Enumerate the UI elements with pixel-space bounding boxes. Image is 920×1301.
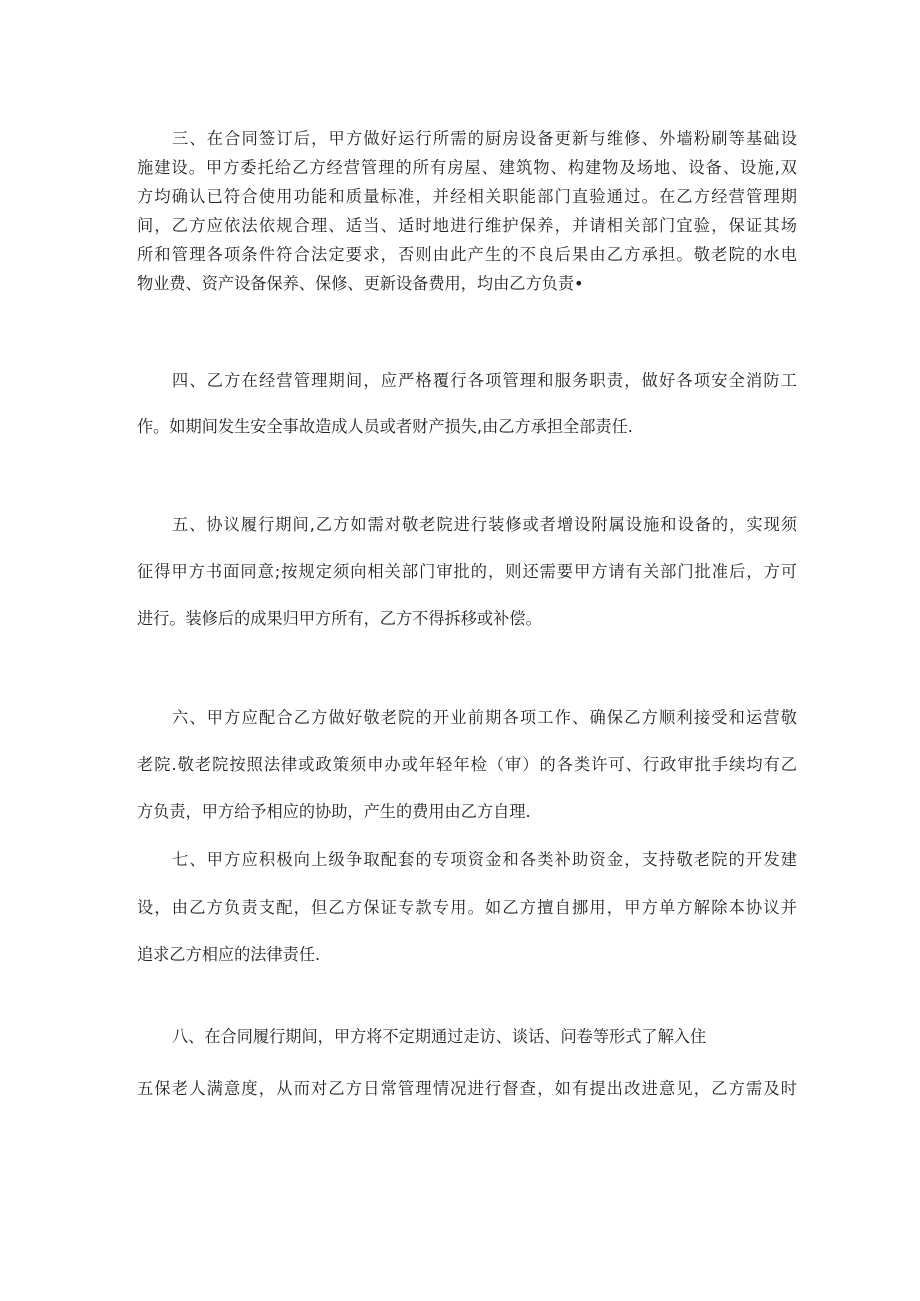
text-line: 老院.敬老院按照法律或政策须申办或年轻年检（审）的各类许可、行政审批手续均有乙 bbox=[137, 755, 797, 774]
text-line: 七、甲方应积极向上级争取配套的专项资金和各类补助资金，支持敬老院的开发建 bbox=[172, 850, 797, 869]
text-line: 五、协议履行期间,乙方如需对敬老院进行装修或者增设附属设施和设备的，实现须 bbox=[172, 515, 797, 534]
text-line: 八、在合同履行期间，甲方将不定期通过走访、谈话、问卷等形式了解入住 bbox=[172, 1027, 707, 1046]
text-line: 三、在合同签订后，甲方做好运行所需的厨房设备更新与维修、外墙粉刷等基础设 bbox=[172, 129, 797, 148]
text-line: 六、甲方应配合乙方做好敬老院的开业前期各项工作、确保乙方顺利接受和运营敬 bbox=[172, 708, 797, 727]
text-line: 五保老人满意度，从而对乙方日常管理情况进行督查，如有提出改进意见，乙方需及时 bbox=[137, 1079, 797, 1098]
text-line: 方负责，甲方给予相应的协助，产生的费用由乙方自理. bbox=[137, 802, 531, 821]
text-line: 作。如期间发生安全事故造成人员或者财产损失,由乙方承担全部责任. bbox=[137, 417, 633, 436]
text-line: 四、乙方在经营管理期间，应严格覆行各项管理和服务职责，做好各项安全消防工 bbox=[172, 371, 797, 390]
text-line: 所和管理各项条件符合法定要求，否则由此产生的不良后果由乙方承担。敬老院的水电 bbox=[137, 245, 797, 264]
text-line: 方均确认已符合使用功能和质量标准，并经相关职能部门直验通过。在乙方经营管理期 bbox=[137, 187, 797, 206]
text-line: 进行。装修后的成果归甲方所有，乙方不得拆移或补偿。 bbox=[137, 609, 542, 628]
text-line: 施建设。甲方委托给乙方经营管理的所有房屋、建筑物、构建物及场地、设备、设施,双 bbox=[137, 158, 797, 177]
text-line: 征得甲方书面同意;按规定须向相关部门审批的，则还需要甲方请有关部门批准后，方可 bbox=[137, 562, 797, 581]
text-line: 物业费、资产设备保养、保修、更新设备费用，均由乙方负责• bbox=[137, 274, 584, 293]
text-line: 间，乙方应依法依规合理、适当、适时地进行维护保养，并请相关部门宜验，保证其场 bbox=[137, 216, 797, 235]
text-line: 追求乙方相应的法律责任. bbox=[137, 945, 321, 964]
text-line: 设，由乙方负责支配，但乙方保证专款专用。如乙方擅自挪用，甲方单方解除本协议并 bbox=[137, 898, 797, 917]
